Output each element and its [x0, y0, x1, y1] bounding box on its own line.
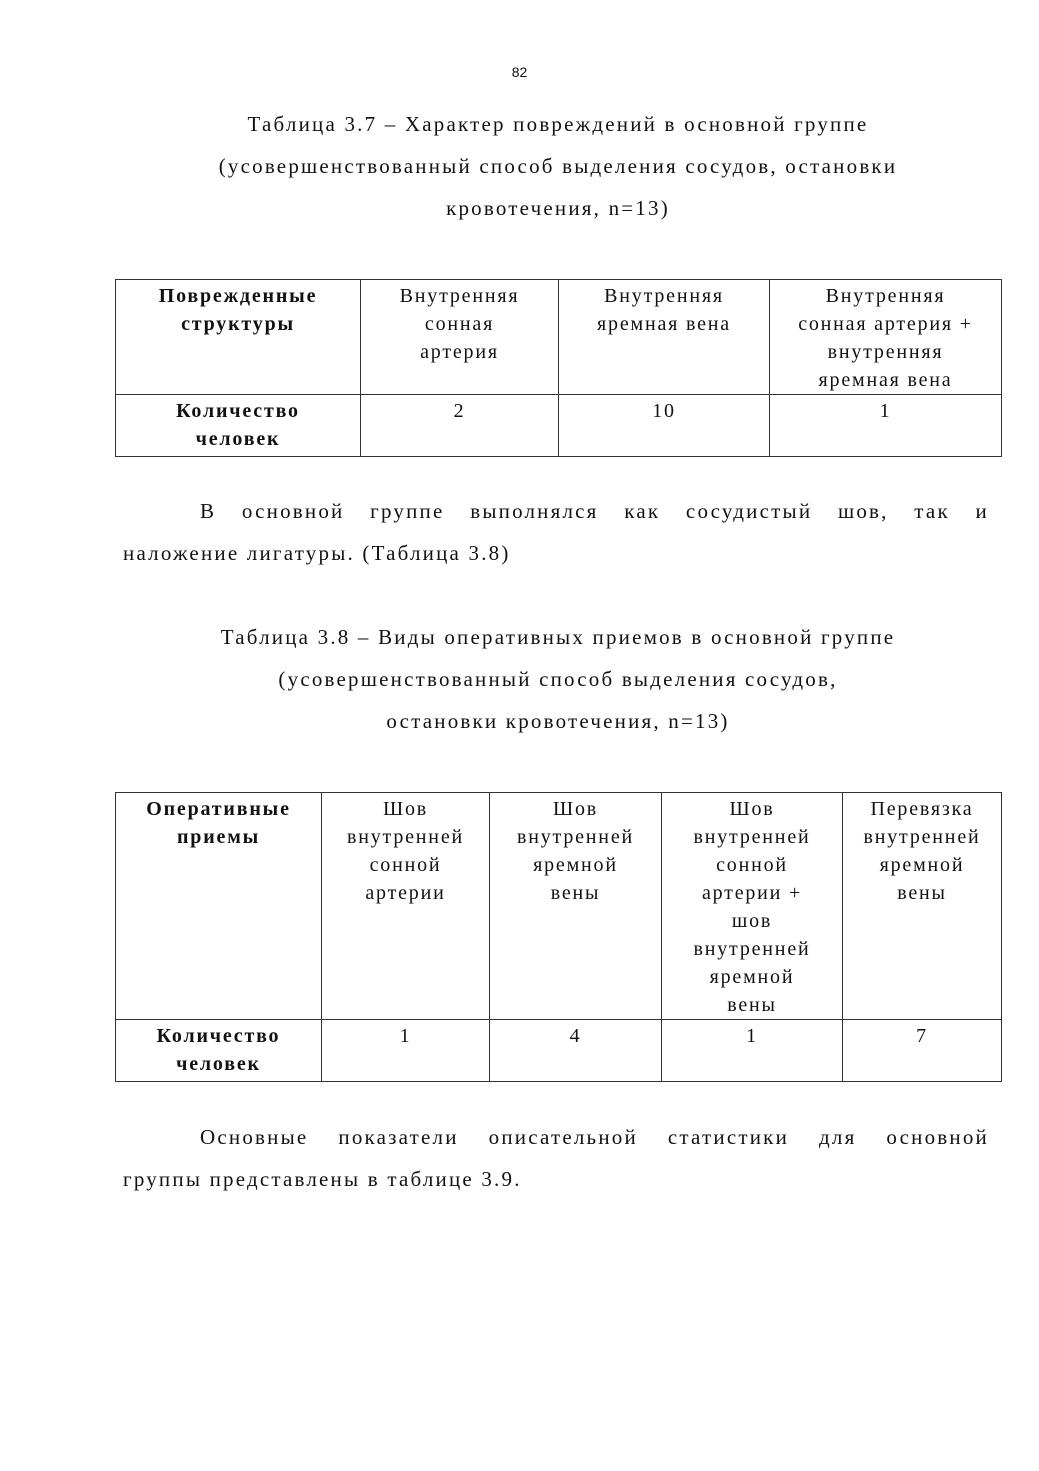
table-row — [116, 395, 1002, 457]
value-cell: 7 — [843, 1020, 1002, 1082]
header-cell-operative-techniques: Оперативные приемы — [116, 793, 322, 1020]
paragraph-line: группы представлены в таблице 3.9. — [123, 1167, 522, 1191]
paragraph-line: Основные показатели описательной статистики для основной — [200, 1125, 989, 1149]
caption-line: Таблица 3.7 – Характер повреждений в основной группе — [247, 112, 869, 136]
row-label-count: Количество человек — [116, 1020, 322, 1082]
header-cell-damaged-structures: Поврежденные структуры — [116, 280, 361, 395]
row-label-count: Количество человек — [116, 395, 361, 457]
header-cell-artery-and-vein: Внутренняя сонная артерия + внутренняя яремная вена — [770, 280, 1002, 395]
value-cell: 10 — [559, 395, 770, 457]
caption-line: (усовершенствованный способ выделения сосудов, остановки — [218, 154, 898, 178]
header-cell-carotid-artery: Внутренняя сонная артерия — [361, 280, 559, 395]
table-row — [116, 1020, 1002, 1082]
paragraph-line: В основной группе выполнялся как сосудистый шов, так и — [200, 499, 989, 523]
caption-line: кровотечения, n=13) — [446, 196, 670, 220]
page-number: 82 — [511, 64, 528, 80]
value-cell: 2 — [361, 395, 559, 457]
caption-line: (усовершенствованный способ выделения сосудов, — [278, 667, 838, 691]
table-header-row — [116, 793, 1002, 1020]
table-3-7-caption — [115, 103, 1001, 229]
caption-line: Таблица 3.8 – Виды оперативных приемов в основной группе — [220, 625, 896, 649]
header-cell-combined-suture: Шов внутренней сонной артерии + шов внутренней яремной вены — [662, 793, 843, 1020]
value-cell: 1 — [662, 1020, 843, 1082]
table-3-8-caption — [115, 616, 1001, 742]
table-3-7 — [115, 279, 1002, 457]
value-cell: 4 — [490, 1020, 662, 1082]
table-3-8 — [115, 792, 1002, 1082]
value-cell: 1 — [322, 1020, 490, 1082]
table-header-row — [116, 280, 1002, 395]
paragraph-ligature — [123, 490, 989, 574]
value-cell: 1 — [770, 395, 1002, 457]
header-cell-jugular-suture: Шов внутренней яремной вены — [490, 793, 662, 1020]
header-cell-carotid-suture: Шов внутренней сонной артерии — [322, 793, 490, 1020]
paragraph-line: наложение лигатуры. (Таблица 3.8) — [123, 541, 511, 565]
header-cell-jugular-ligation: Перевязка внутренней яремной вены — [843, 793, 1002, 1020]
paragraph-statistics — [123, 1116, 989, 1200]
header-cell-jugular-vein: Внутренняя яремная вена — [559, 280, 770, 395]
caption-line: остановки кровотечения, n=13) — [386, 709, 730, 733]
